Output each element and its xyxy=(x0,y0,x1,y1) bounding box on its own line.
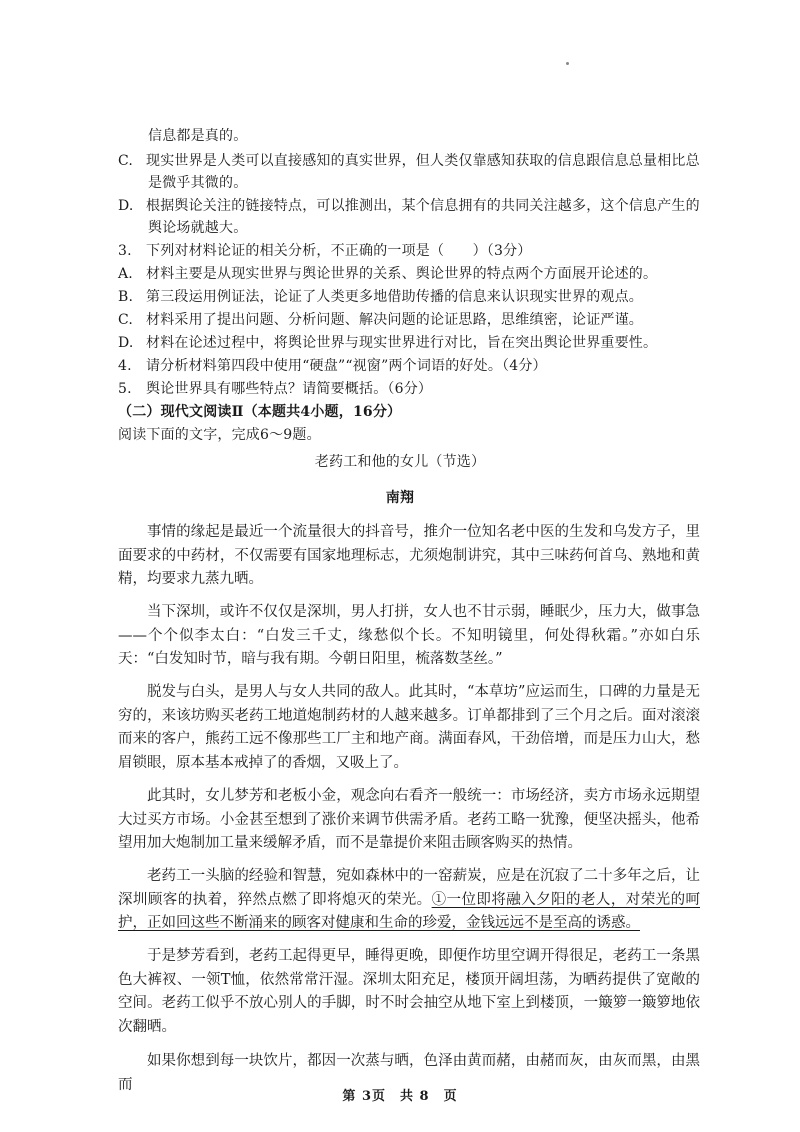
article-author: 南翔 xyxy=(385,490,415,506)
q2-option-d xyxy=(118,196,700,216)
option-label: D. xyxy=(118,335,134,351)
option-text: 材料采用了提出问题、分析问题、解决问题的论证思路，思维缜密，论证严谨。 xyxy=(146,312,643,328)
option-text: 材料主要是从现实世界与舆论世界的关系、舆论世界的特点两个方面展开论述的。 xyxy=(146,266,658,282)
question-text: 舆论世界具有哪些特点？请简要概括。（6分） xyxy=(146,381,433,397)
option-text: 材料在论述过程中，将舆论世界与现实世界进行对比，旨在突出舆论世界重要性。 xyxy=(146,335,658,351)
section-heading: （二）现代文阅读Ⅱ（本题共4小题，16分） xyxy=(118,404,402,420)
q5-line xyxy=(118,379,432,399)
q2-tail-line: 信息都是真的。 xyxy=(148,128,248,144)
q3-option-d xyxy=(118,333,657,353)
option-text: 现实世界是人类可以直接感知的真实世界，但人类仅靠感知获取的信息跟信息总量相比总 xyxy=(146,153,700,169)
q3-option-c xyxy=(118,310,643,330)
option-label: B. xyxy=(118,289,134,305)
article-paragraph-7: 如果你想到每一块饮片，都因一次蒸与晒，色泽由黄而赭，由赭而灰，由灰而黑，由黑而 xyxy=(118,1053,700,1093)
option-label: D. xyxy=(118,198,134,214)
question-number: 4. xyxy=(118,358,132,374)
q2-option-c-cont: 是微乎其微的。 xyxy=(148,175,248,191)
paragraph-text: 老药工一头脑的经验和智慧，宛如森林中的一窑薪炭，应是在沉寂了二十多年之后，让深圳顾客的执着，猝然点燃了即将熄灭的荣光。 xyxy=(118,868,700,908)
option-label: A. xyxy=(118,266,133,282)
scan-speck xyxy=(566,62,569,65)
question-text: 下列对材料论证的相关分析，不正确的一项是（ ）（3分） xyxy=(146,243,532,259)
q2-option-c xyxy=(118,151,700,171)
article-paragraph-4: 此其时，女儿梦芳和老板小金，观念向右看齐一般统一：市场经济，卖方市场永远期望大过买方市场。小金甚至想到了涨价来调节供需矛盾。老药工略一犹豫，便坚决摇头，他希望用加大炮制加工量来缓解矛盾，而不是靠提价来阻击顾客购买的热情。 xyxy=(118,788,700,851)
question-text: 请分析材料第四段中使用“硬盘”“视窗”两个词语的好处。（4分） xyxy=(146,358,547,374)
q3-stem xyxy=(118,241,532,261)
option-label: C. xyxy=(118,312,134,328)
q3-option-b xyxy=(118,287,643,307)
q2-option-d-cont: 舆论场就越大。 xyxy=(148,220,248,236)
article-paragraph-1: 事情的缘起是最近一个流量很大的抖音号，推介一位知名老中医的生发和乌发方子，里面要求的中药材，不仅需要有国家地理标志，尤须炮制讲究，其中三味药何首乌、熟地和黄精，均要求九蒸九晒。 xyxy=(118,524,700,587)
underlined-sentence: ①一位即将融入夕阳的老人，对荣光的呵护，正如回这些不断涌来的顾客对健康和生命的珍爱，金钱远远不是至高的诱惑。 xyxy=(118,891,701,931)
article-paragraph-2: 当下深圳，或许不仅仅是深圳，男人打拼，女人也不甘示弱，睡眠少，压力大，做事急——个个似李太白：“白发三千丈，缘愁似个长。不知明镜里，何处得秋霜。”亦如白乐天：“白发知时节，暗与我有期。今朝日阳里，梳落数茎丝。” xyxy=(118,604,700,667)
q3-option-a xyxy=(118,264,657,284)
option-label: C. xyxy=(118,153,134,169)
q4-line xyxy=(118,356,547,376)
article-title: 老药工和他的女儿（节选） xyxy=(314,454,486,470)
article-paragraph-5 xyxy=(118,865,700,936)
page-footer: 第 3页 共 8 页 xyxy=(342,1089,458,1104)
reading-instruction: 阅读下面的文字，完成6～9题。 xyxy=(118,427,321,443)
article-paragraph-6: 于是梦芳看到，老药工起得更早，睡得更晚，即便作坊里空调开得很足，老药工一条黑色大裤衩、一领T恤，依然常常汗湿。深圳太阳充足，楼顶开阔坦荡，为晒药提供了宽敞的空间。老药工似乎不放心别人的手脚，时不时会抽空从地下室上到楼顶，一簸箩一簸箩地依次翻晒。 xyxy=(118,948,700,1035)
question-number: 3. xyxy=(118,243,132,259)
article-paragraph-3: 脱发与白头，是男人与女人共同的敌人。此其时，“本草坊”应运而生，口碑的力量是无穷的，来该坊购买老药工地道炮制药材的人越来越多。订单都排到了三个月之后。面对滚滚而来的客户，熊药工远不像那些工厂主和地产商。满面春风，干劲倍增，而是压力山大，愁眉锁眼，原本基本戒掉了的香烟，又吸上了。 xyxy=(118,684,700,771)
option-text: 第三段运用例证法，论证了人类更多地借助传播的信息来认识现实世界的观点。 xyxy=(146,289,643,305)
question-number: 5. xyxy=(118,381,132,397)
option-text: 根据舆论关注的链接特点，可以推测出，某个信息拥有的共同关注越多，这个信息产生的 xyxy=(146,198,700,214)
